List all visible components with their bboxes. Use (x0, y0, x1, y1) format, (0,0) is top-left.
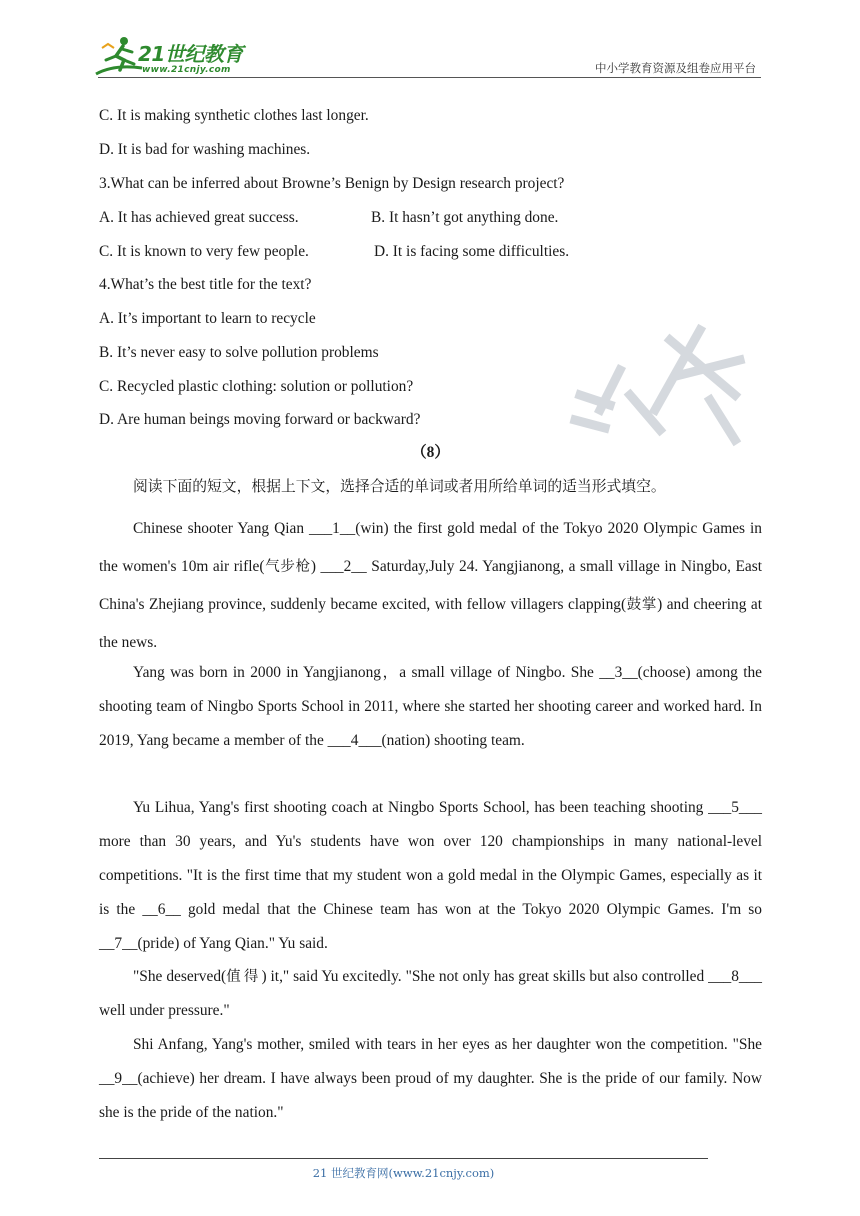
q3-options-ab (99, 207, 762, 229)
q4-option-a: A. It’s important to learn to recycle (99, 310, 316, 327)
q4-option-c: C. Recycled plastic clothing: solution or pollution? (99, 378, 414, 395)
logo-url: www.21cnjy.com (142, 65, 231, 75)
header-divider (98, 77, 761, 78)
p1-chinese-gloss-2: 鼓掌 (626, 597, 658, 613)
q3-options-cd (99, 241, 762, 263)
watermark-glyphs (560, 300, 760, 450)
q4-option-d: D. Are human beings moving forward or backward? (99, 411, 421, 428)
q4-option-b: B. It’s never easy to solve pollution problems (99, 344, 379, 361)
p4-text-1: "She deserved( (133, 968, 227, 985)
footer-link[interactable]: 21 世纪教育网(www.21cnjy.com) (312, 1166, 495, 1180)
platform-label: 中小学教育资源及组卷应用平台 (595, 61, 756, 75)
p4-text-2: ) it," said Yu excitedly. "She not only has great skills but also controlled ___8___ well under pressure." (99, 968, 762, 1019)
passage-paragraph-4 (99, 960, 762, 1028)
p1-text-1: Chinese shooter Yang Qian ___1__(win) the first gold medal of the Tokyo 2020 Olympic Games in the women's 10m air rifle( (99, 520, 762, 575)
watermark (560, 300, 760, 450)
p1-text-2: ) ___2__ Saturday,July 24. Yangjianong, a small village in Ningbo, East China's Zhejiang province, suddenly became excited, with fellow villagers clapping( (99, 558, 762, 613)
logo-text: 21世纪教育 (138, 42, 243, 66)
footer-divider (99, 1158, 708, 1159)
q2-option-c: C. It is making synthetic clothes last longer. (99, 107, 369, 124)
p1-chinese-gloss-1: 气步枪 (264, 559, 311, 575)
runner-logo-icon (94, 34, 144, 78)
section-instruction: 阅读下面的短文，根据上下文，选择合适的单词或者用所给单词的适当形式填空。 (133, 478, 666, 495)
q3-option-b: B. It hasn’t got anything done. (371, 209, 559, 226)
page-header (0, 0, 860, 80)
q3-stem: 3.What can be inferred about Browne’s Benign by Design research project? (99, 175, 565, 192)
p1-text-3: ) and cheering at the news. (99, 596, 763, 651)
section-title: （8） (411, 444, 450, 461)
passage-paragraph-3: Yu Lihua, Yang's first shooting coach at Ningbo Sports School, has been teaching shooting ___5___ more than 30 years, and Yu's students have won over 120 championships in many national-level competitions. "It is the first time that my student won a gold medal in the Olympic Games, especially as it is the __6__ gold medal that the Chinese team has won at the Tokyo 2020 Olympic Games. I'm so __7__(pride) of Yang Qian." Yu said. (99, 799, 762, 952)
q3-option-d: D. It is facing some difficulties. (374, 243, 570, 260)
q2-option-d: D. It is bad for washing machines. (99, 141, 311, 158)
q4-stem: 4.What’s the best title for the text? (99, 276, 312, 293)
passage-paragraph-2: Yang was born in 2000 in Yangjianong，a small village of Ningbo. She __3__(choose) among the shooting team of Ningbo Sports School in 2011, where she started her shooting career and worked hard. In 2019, Yang became a member of the ___4___(nation) shooting team. (99, 664, 762, 749)
passage-paragraph-1 (99, 510, 762, 662)
q3-option-c: C. It is known to very few people. (99, 243, 309, 260)
site-logo (94, 34, 264, 78)
passage-paragraph-5: Shi Anfang, Yang's mother, smiled with tears in her eyes as her daughter won the competition. "She __9__(achieve) her dream. I have always been proud of my daughter. She is the pride of our family. Now she is the pride of the nation." (99, 1036, 762, 1121)
p4-chinese-gloss: 值得 (226, 969, 262, 985)
q3-option-a: A. It has achieved great success. (99, 209, 299, 226)
